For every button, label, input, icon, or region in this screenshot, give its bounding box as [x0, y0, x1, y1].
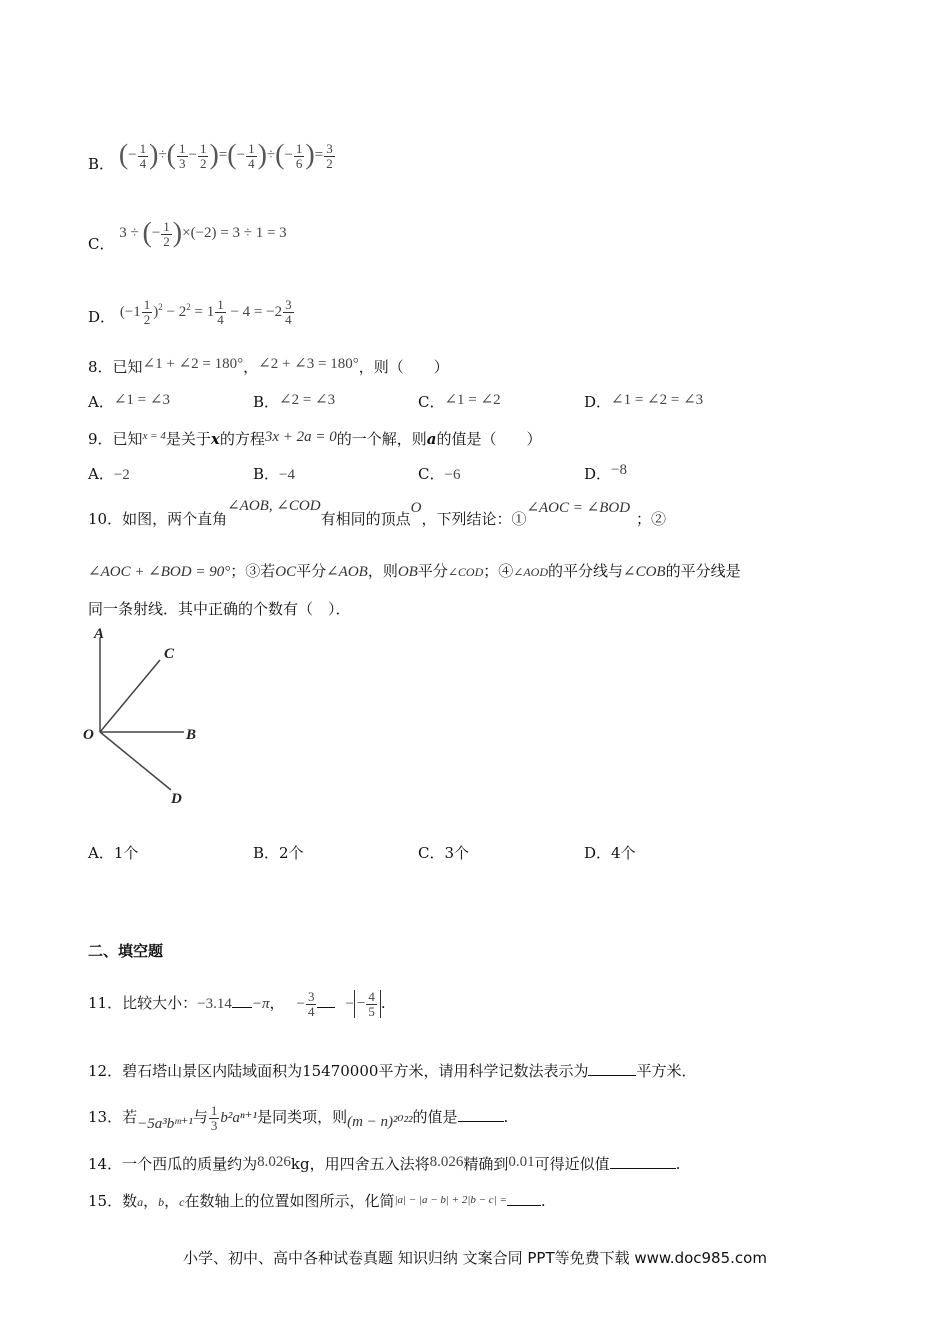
option-value: ∠1 = ∠2 = ∠3 [611, 392, 704, 408]
math-expression: ∠AOC + ∠BOD = 90° [88, 564, 231, 580]
question-text: ；④ [483, 562, 514, 580]
option-label: D． [584, 844, 612, 862]
question-text: 有相同的顶点 [320, 510, 411, 528]
q9-option-d[interactable] [584, 458, 627, 483]
option-d-expression: (−1 $\frac{1}{2}$ )$^2 - 2^2 = 1$ $\frac{1}{4}$ − 4 = −2 $\frac{3}{4}$ [119, 297, 292, 327]
question-13 [88, 1104, 508, 1132]
question-text: ，用四舍五入法将 [309, 1155, 430, 1173]
denominator: 3 [210, 1117, 218, 1133]
variable: a [137, 1195, 144, 1209]
label-d: D [171, 791, 182, 807]
option-value: −2 [113, 467, 130, 483]
math-expression: −π [251, 996, 270, 1013]
answer-blank[interactable] [610, 1168, 676, 1169]
option-b-expression: (− $\frac{1}{4}$ )÷( $\frac{1}{3}$ − $\frac{1}{2}$ )=(− $\frac{1}{4}$ )÷(− $\frac{1}{6}$ )= $\frac{3}{2}$ [118, 140, 333, 171]
question-text: 与 [192, 1108, 208, 1127]
option-label: C． [418, 465, 445, 483]
option-label: B． [253, 393, 280, 411]
question-8 [88, 356, 449, 377]
ray-od [100, 732, 171, 790]
question-text: 的值是（ ） [436, 430, 542, 448]
option-label: C． [88, 235, 115, 254]
question-text: 精确到 [463, 1155, 509, 1173]
label-a: A [94, 626, 105, 642]
question-number: 14． [88, 1155, 123, 1173]
question-15 [88, 1190, 546, 1211]
math-expression: − [296, 996, 305, 1013]
math-expression: ∠AOB [326, 564, 368, 580]
option-label: A． [88, 465, 114, 483]
question-text: 的方程 [219, 430, 265, 448]
numerator: 4 [368, 989, 375, 1004]
answer-blank[interactable] [507, 1205, 541, 1206]
label-c: C [164, 646, 175, 662]
question-text: 平分 [296, 562, 327, 580]
question-text: 的平分线是 [665, 562, 741, 580]
option-value: −6 [444, 467, 461, 483]
question-text: ；③若 [230, 562, 276, 580]
question-9 [88, 428, 542, 449]
section-title: 二、填空题 [88, 942, 164, 960]
denominator: 5 [368, 1003, 375, 1019]
math-expression: −5a³bᵐ⁺¹ [137, 1116, 193, 1133]
option-value: 1个 [113, 844, 139, 862]
variable: b [158, 1195, 165, 1209]
question-text: 的一个解，则 [336, 430, 427, 448]
math-expression: b²aⁿ⁺¹ [220, 1110, 258, 1127]
numerator: 1 [210, 1103, 218, 1118]
math-expression: ∠COB [623, 564, 666, 580]
question-text: . [675, 1155, 681, 1173]
denominator: 4 [307, 1003, 315, 1019]
question-text: 若 [122, 1108, 138, 1127]
question-text: 平分 [417, 562, 448, 580]
q8-option-c[interactable] [418, 391, 501, 412]
question-number: 12． [88, 1062, 123, 1080]
question-number: 13． [88, 1108, 123, 1127]
label-o: O [83, 727, 94, 743]
option-label: A． [88, 393, 114, 411]
option-value: 3个 [444, 844, 470, 862]
option-label: B． [253, 465, 280, 483]
option-value: 2个 [279, 844, 304, 862]
question-text: ，则 [367, 562, 398, 580]
question-text: . [380, 994, 386, 1013]
q9-option-b[interactable] [253, 463, 295, 484]
question-text: . [503, 1108, 509, 1127]
question-text: . [540, 1192, 546, 1210]
option-c-row [88, 218, 287, 254]
ray-oc [100, 660, 160, 732]
question-text: 平方米． [636, 1062, 697, 1080]
option-value: ∠1 = ∠2 [444, 392, 501, 408]
math-expression: OC [275, 564, 297, 580]
variable: x [210, 430, 220, 448]
math-expression: ∠AOD [513, 565, 548, 579]
q9-option-a[interactable] [88, 463, 130, 484]
option-b-row [88, 140, 336, 172]
numerator: 3 [307, 989, 315, 1004]
math-expression: (m − n)²⁰²² [347, 1114, 413, 1131]
question-11: 11．比较大小：−3.14 −π， − $\frac{3}{4}$ − − $\frac{4}{5}$ . [88, 989, 386, 1019]
math-expression: ∠AOC = ∠BOD [526, 500, 631, 516]
question-12 [88, 1060, 696, 1081]
option-label: B． [88, 155, 115, 174]
option-value: −4 [279, 467, 295, 483]
question-text: 在数轴上的位置如图所示，化简 [184, 1192, 395, 1210]
option-d-row [88, 298, 295, 326]
q10-option-c[interactable] [418, 842, 469, 863]
q9-option-c[interactable] [418, 463, 460, 484]
answer-blank[interactable] [588, 1075, 636, 1076]
math-expression: 8.026 [429, 1154, 464, 1170]
q8-option-b[interactable] [253, 391, 335, 412]
q8-option-d[interactable] [584, 391, 703, 412]
option-label: C． [418, 844, 445, 862]
q10-option-b[interactable] [253, 842, 304, 863]
option-label: C． [418, 393, 445, 411]
option-label: D． [88, 307, 116, 326]
question-10-line3: 同一条射线．其中正确的个数有（ ）． [88, 600, 351, 618]
question-text: 的值是 [412, 1108, 458, 1127]
question-number: 15． [88, 1192, 123, 1210]
question-text: ， [164, 1192, 180, 1210]
math-expression: −3.14 [197, 996, 232, 1013]
question-text: 可得近似值 [534, 1155, 610, 1173]
option-label: B． [253, 844, 280, 862]
option-label: D． [584, 465, 612, 483]
question-text: 的平分线与 [547, 562, 623, 580]
variable: a [426, 430, 437, 448]
math-expression: 0.01 [508, 1154, 535, 1170]
math-expression: ∠2 + ∠3 = 180° [258, 356, 359, 372]
math-expression: |a| − |a − b| + 2|b − c| = [394, 1194, 507, 1206]
question-number: 10． [88, 510, 123, 528]
question-text: 已知 [112, 358, 143, 376]
question-10-line1 [88, 498, 667, 529]
math-expression: 8.026 [257, 1154, 291, 1170]
question-text: 一个西瓜的质量约为 [122, 1155, 258, 1173]
option-c-expression: 3 ÷ (− $\frac{1}{2}$ )×(−2) = 3 ÷ 1 = 3 [119, 218, 287, 249]
question-text: ， [143, 1192, 159, 1210]
page-footer: 小学、初中、高中各种试卷真题 知识归纳 文案合同 PPT等免费下载 www.doc985.com [183, 1249, 767, 1267]
option-value: −8 [611, 462, 627, 478]
question-text: 碧石塔山景区内陆域面积为15470000平方米，请用科学记数法表示为 [122, 1062, 589, 1080]
option-value: ∠2 = ∠3 [279, 392, 336, 408]
math-expression: x = 4 [142, 430, 166, 442]
question-text: ， [243, 358, 259, 376]
unit: kg [290, 1155, 310, 1173]
question-number: 8． [88, 358, 113, 376]
label-b: B [186, 727, 197, 743]
question-text: 是关于 [165, 430, 211, 448]
question-text: 如图，两个直角 [122, 510, 228, 528]
math-expression: OB [397, 564, 418, 580]
question-text: ，则（ ） [358, 358, 449, 376]
option-label: A． [88, 844, 114, 862]
option-value: 4个 [611, 844, 636, 862]
question-text: ；② [636, 510, 667, 528]
math-expression: ∠COD [447, 565, 484, 579]
question-10-line2 [88, 560, 741, 581]
math-expression: ∠1 + ∠2 = 180° [142, 356, 244, 372]
answer-blank[interactable] [458, 1121, 504, 1122]
question-14 [88, 1153, 680, 1174]
option-value: ∠1 = ∠3 [113, 392, 170, 408]
absolute-value: − $\frac{4}{5}$ [354, 990, 381, 1018]
question-text: 是同类项，则 [257, 1108, 348, 1127]
fraction [306, 990, 317, 1018]
q10-option-d[interactable] [584, 842, 636, 863]
variable: c [179, 1195, 185, 1209]
answer-blank[interactable] [317, 1007, 335, 1008]
math-expression: O [410, 500, 422, 516]
fraction [209, 1104, 220, 1132]
question-text: 已知 [112, 430, 143, 448]
question-text: ，下列结论：① [421, 510, 527, 528]
question-text: ， [269, 994, 285, 1013]
question-number: 11． [88, 994, 123, 1013]
question-text: 比较大小： [122, 994, 198, 1013]
q8-option-a[interactable] [88, 391, 170, 412]
option-label: D． [584, 393, 612, 411]
math-expression: ∠AOB, ∠COD [227, 498, 321, 514]
angle-figure [80, 620, 220, 815]
answer-blank[interactable] [232, 1007, 252, 1008]
question-number: 9． [88, 430, 113, 448]
question-text: 数 [122, 1192, 138, 1210]
math-expression: 3x + 2a = 0 [264, 429, 337, 445]
q10-option-a[interactable] [88, 842, 138, 863]
